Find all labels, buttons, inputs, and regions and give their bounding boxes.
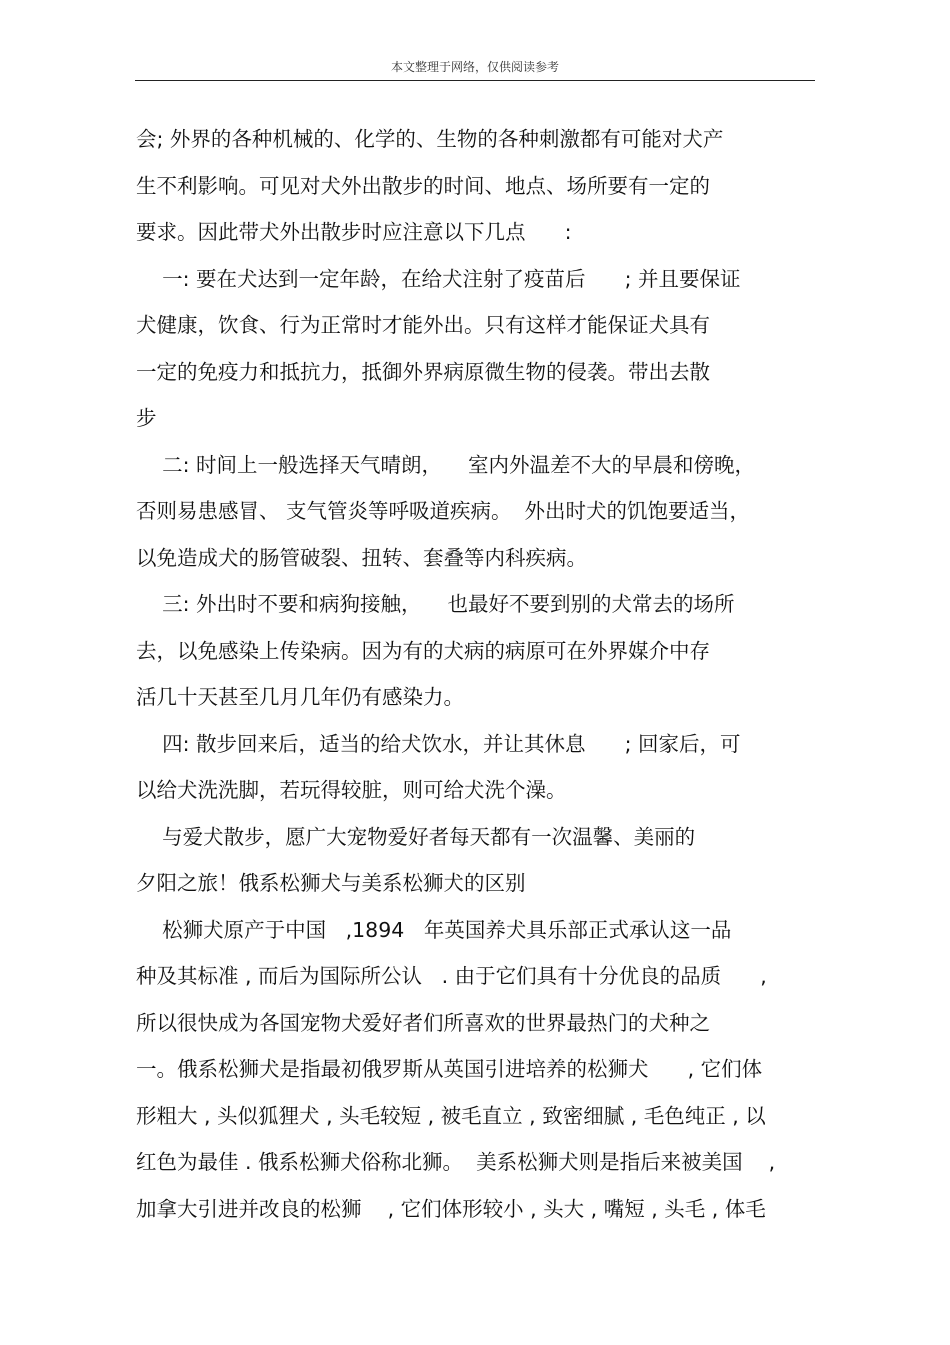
text-line: 四: 散步回来后，适当的给犬饮水，并让其休息 ; 回家后，可: [136, 731, 741, 756]
text-line: 种及其标准 , 而后为国际所公认 . 由于它们具有十分优良的品质 ,: [136, 964, 767, 988]
page-header: 本文整理于网络，仅供阅读参考: [390, 60, 559, 74]
text-line: 夕阳之旅！俄系松狮犬与美系松狮犬的区别: [136, 871, 526, 895]
text-line: 生不利影响。可见对犬外出散步的时间、地点、场所要有一定的: [136, 173, 710, 198]
text-line: 步: [136, 406, 157, 430]
text-line: 犬健康，饮食、行为正常时才能外出。只有这样才能保证犬具有: [136, 313, 710, 337]
text-line: 以免造成犬的肠管破裂、扭转、套叠等内科疾病。: [136, 545, 587, 570]
text-line: 三: 外出时不要和病狗接触， 也最好不要到别的犬常去的场所: [136, 592, 735, 616]
text-line: 红色为最佳 . 俄系松狮犬俗称北狮。 美系松狮犬则是指后来被美国 ,: [136, 1150, 776, 1174]
text-line: 一: 要在犬达到一定年龄，在给犬注射了疫苗后 ; 并且要保证: [136, 266, 741, 291]
text-line: 所以很快成为各国宠物犬爱好者们所喜欢的世界最热门的犬种之: [136, 1010, 710, 1035]
text-line: 加拿大引进并改良的松狮 , 它们体形较小 , 头大 , 嘴短 , 头毛 , 体毛: [136, 1196, 766, 1221]
text-line: 松狮犬原产于中国 ,1894 年英国养犬具乐部正式承认这一品: [136, 917, 732, 942]
text-line: 一。俄系松狮犬是指最初俄罗斯从英国引进培养的松狮犬 , 它们体: [136, 1057, 763, 1081]
header-divider: [135, 80, 815, 81]
text-line: 二: 时间上一般选择天气晴朗， 室内外温差不大的早晨和傍晚，: [136, 452, 756, 477]
text-line: 以给犬洗洗脚，若玩得较脏，则可给犬洗个澡。: [136, 778, 567, 802]
text-line: 要求。因此带犬外出散步时应注意以下几点 :: [136, 220, 572, 244]
text-line: 与爱犬散步，愿广大宠物爱好者每天都有一次温馨、美丽的: [136, 824, 696, 849]
text-line: 会; 外界的各种机械的、化学的、生物的各种刺激都有可能对犬产: [136, 127, 724, 151]
document-body: [136, 116, 826, 1232]
text-line: 一定的免疫力和抵抗力，抵御外界病原微生物的侵袭。带出去散: [136, 359, 710, 384]
text-line: 形粗大 , 头似狐狸犬 , 头毛较短 , 被毛直立 , 致密细腻 , 毛色纯正 , 以: [136, 1103, 766, 1128]
text-line: 活几十天甚至几月几年仍有感染力。: [136, 685, 464, 709]
text-line: 否则易患感冒、 支气管炎等呼吸道疾病。 外出时犬的饥饱要适当，: [136, 499, 751, 523]
text-line: 去，以免感染上传染病。因为有的犬病的病原可在外界媒介中存: [136, 638, 710, 663]
